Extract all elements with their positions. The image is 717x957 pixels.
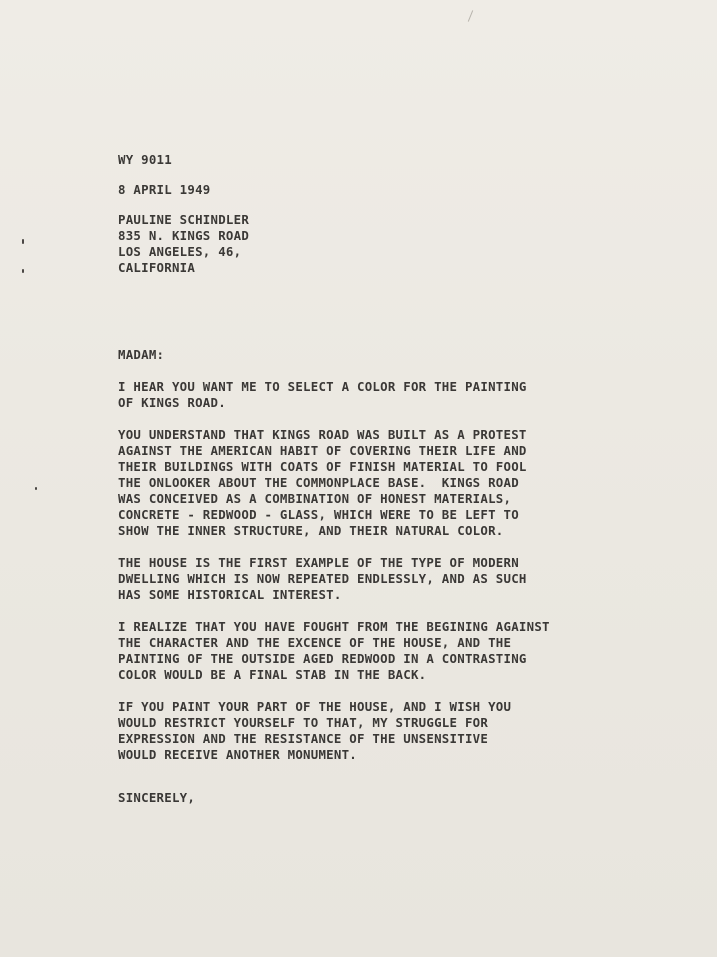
paragraph-1 <box>118 379 678 411</box>
paragraph-line: WOULD RESTRICT YOURSELF TO THAT, MY STRUGGLE FOR <box>118 715 489 730</box>
letter-date: 8 APRIL 1949 <box>118 182 211 197</box>
paragraph-line: YOU UNDERSTAND THAT KINGS ROAD WAS BUILT AS A PROTEST <box>118 427 527 442</box>
salutation: MADAM: <box>118 347 165 362</box>
paragraph-5 <box>118 699 678 763</box>
address-line: LOS ANGELES, 46, <box>118 244 242 259</box>
paragraph-line: THE ONLOOKER ABOUT THE COMMONPLACE BASE. KINGS ROAD <box>118 475 519 490</box>
recipient-address <box>118 212 678 276</box>
address-line: 835 N. KINGS ROAD <box>118 228 250 243</box>
paragraph-line: THE HOUSE IS THE FIRST EXAMPLE OF THE TYPE OF MODERN <box>118 555 519 570</box>
binder-hole-mark <box>22 239 24 244</box>
paragraph-3 <box>118 555 678 603</box>
closing: SINCERELY, <box>118 790 196 805</box>
paragraph-line: THE CHARACTER AND THE EXCENCE OF THE HOUSE, AND THE <box>118 635 512 650</box>
paragraph-line: AGAINST THE AMERICAN HABIT OF COVERING THEIR LIFE AND <box>118 443 527 458</box>
paragraph-line: WOULD RECEIVE ANOTHER MONUMENT. <box>118 747 358 762</box>
ink-speck <box>35 487 37 490</box>
paragraph-4 <box>118 619 678 683</box>
paragraph-line: COLOR WOULD BE A FINAL STAB IN THE BACK. <box>118 667 427 682</box>
paragraph-2 <box>118 427 678 539</box>
paragraph-line: PAINTING OF THE OUTSIDE AGED REDWOOD IN A CONTRASTING <box>118 651 527 666</box>
reference-number: WY 9011 <box>118 152 172 167</box>
address-line: PAULINE SCHINDLER <box>118 212 250 227</box>
paragraph-line: SHOW THE INNER STRUCTURE, AND THEIR NATURAL COLOR. <box>118 523 504 538</box>
paragraph-line: DWELLING WHICH IS NOW REPEATED ENDLESSLY, AND AS SUCH <box>118 571 527 586</box>
binder-hole-mark <box>22 269 24 273</box>
pencil-mark <box>468 10 473 22</box>
paragraph-line: HAS SOME HISTORICAL INTEREST. <box>118 587 342 602</box>
paragraph-line: WAS CONCEIVED AS A COMBINATION OF HONEST MATERIALS, <box>118 491 512 506</box>
typed-letter <box>118 152 678 806</box>
paragraph-line: IF YOU PAINT YOUR PART OF THE HOUSE, AND I WISH YOU <box>118 699 512 714</box>
paragraph-line: EXPRESSION AND THE RESISTANCE OF THE UNSENSITIVE <box>118 731 489 746</box>
paragraph-line: THEIR BUILDINGS WITH COATS OF FINISH MATERIAL TO FOOL <box>118 459 527 474</box>
paragraph-line: CONCRETE - REDWOOD - GLASS, WHICH WERE TO BE LEFT TO <box>118 507 519 522</box>
address-line: CALIFORNIA <box>118 260 196 275</box>
paragraph-line: I REALIZE THAT YOU HAVE FOUGHT FROM THE BEGINING AGAINST <box>118 619 550 634</box>
paragraph-line: OF KINGS ROAD. <box>118 395 226 410</box>
paragraph-line: I HEAR YOU WANT ME TO SELECT A COLOR FOR THE PAINTING <box>118 379 527 394</box>
